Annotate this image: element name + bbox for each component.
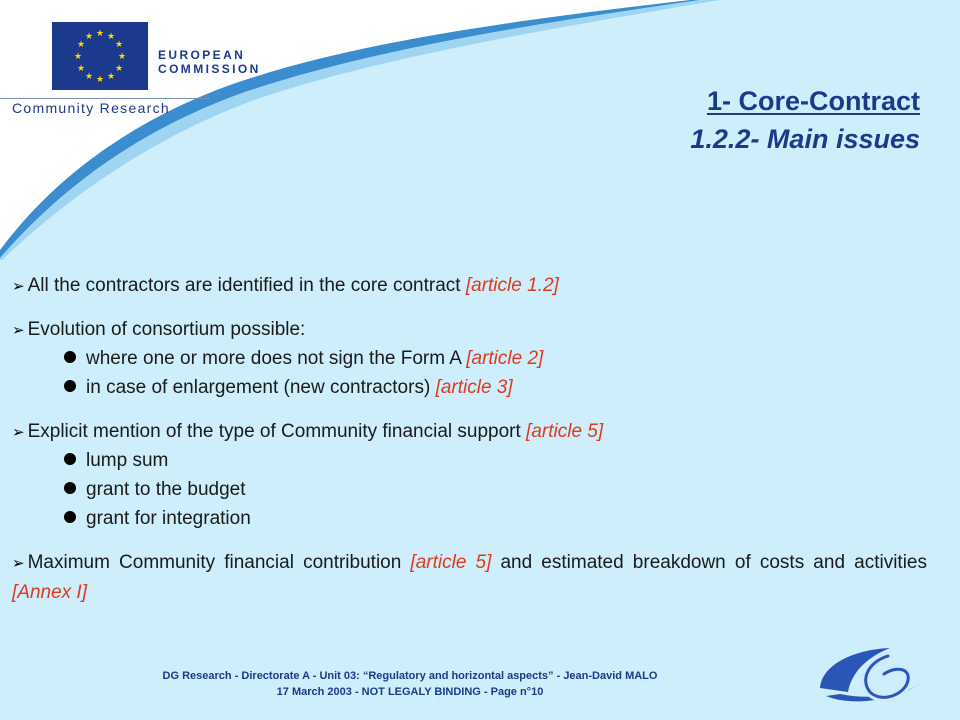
dot-bullet-icon (64, 453, 76, 465)
dot-bullet-icon (64, 482, 76, 494)
svg-text:★: ★ (106, 72, 116, 82)
org-line2: COMMISSION (158, 62, 261, 76)
dot-bullet-icon (64, 511, 76, 523)
svg-text:★: ★ (95, 75, 105, 85)
sub-bullet-text: lump sum (86, 450, 169, 471)
fp6-logo (810, 636, 940, 716)
sub-bullet-lump-sum (12, 446, 927, 475)
article-reference: [article 5] (410, 552, 492, 573)
dot-bullet-icon (64, 380, 76, 392)
svg-text:★: ★ (76, 64, 86, 74)
sub-bullet-text: in case of enlargement (new contractors) (86, 377, 436, 398)
eu-flag-logo (52, 22, 148, 90)
bullet-max-contribution (12, 548, 927, 607)
svg-text:★: ★ (73, 52, 83, 62)
bullet-text: Maximum Community financial contribution (27, 552, 411, 573)
slide-footer (60, 668, 760, 700)
bullet-text-cont: and estimated breakdown of costs and activities (491, 552, 927, 573)
annex-reference: [Annex I] (12, 582, 87, 603)
community-research-label: Community Research (12, 100, 170, 116)
sub-bullet-enlargement (12, 373, 927, 402)
sub-bullet-text: where one or more does not sign the Form A (86, 348, 467, 369)
slide-content (12, 271, 927, 607)
svg-text:★: ★ (84, 32, 94, 42)
org-line1: EUROPEAN (158, 48, 246, 62)
bullet-text: Evolution of consortium possible: (27, 319, 306, 340)
sub-bullet-grant-budget (12, 475, 927, 504)
svg-text:★: ★ (114, 64, 124, 74)
sub-bullet-text: grant for integration (86, 508, 251, 529)
slide-section-title: 1.2.2- Main issues (690, 124, 920, 154)
bullet-financial-support (12, 417, 927, 446)
org-name (158, 48, 261, 76)
sub-bullet-form-a (12, 344, 927, 373)
arrow-bullet-icon: ➢ (12, 278, 25, 295)
svg-text:★: ★ (76, 40, 86, 50)
subtitle-divider (0, 98, 210, 99)
arrow-bullet-icon: ➢ (12, 424, 25, 441)
bullet-contractors (12, 271, 927, 300)
slide-title: 1- Core-Contract (706, 86, 920, 116)
article-reference: [article 3] (435, 377, 513, 398)
bullet-text: Explicit mention of the type of Community financial support (27, 421, 527, 442)
svg-text:★: ★ (95, 29, 105, 39)
bullet-text: All the contractors are identified in the core contract (27, 275, 466, 296)
sub-bullet-grant-integration (12, 504, 927, 533)
footer-line2: 17 March 2003 - NOT LEGALY BINDING - Page n°10 (276, 686, 544, 698)
footer-line1: DG Research - Directorate A - Unit 03: “Regulatory and horizontal aspects” - Jean-David MALO (162, 670, 658, 682)
svg-text:★: ★ (117, 52, 127, 62)
dot-bullet-icon (64, 351, 76, 363)
article-reference: [article 5] (526, 421, 604, 442)
article-reference: [article 1.2] (465, 275, 559, 296)
svg-text:★: ★ (114, 40, 124, 50)
sub-bullet-text: grant to the budget (86, 479, 246, 500)
svg-text:★: ★ (106, 32, 116, 42)
arrow-bullet-icon: ➢ (12, 555, 25, 572)
bullet-consortium (12, 315, 927, 344)
arrow-bullet-icon: ➢ (12, 322, 25, 339)
svg-text:★: ★ (84, 72, 94, 82)
article-reference: [article 2] (466, 348, 544, 369)
